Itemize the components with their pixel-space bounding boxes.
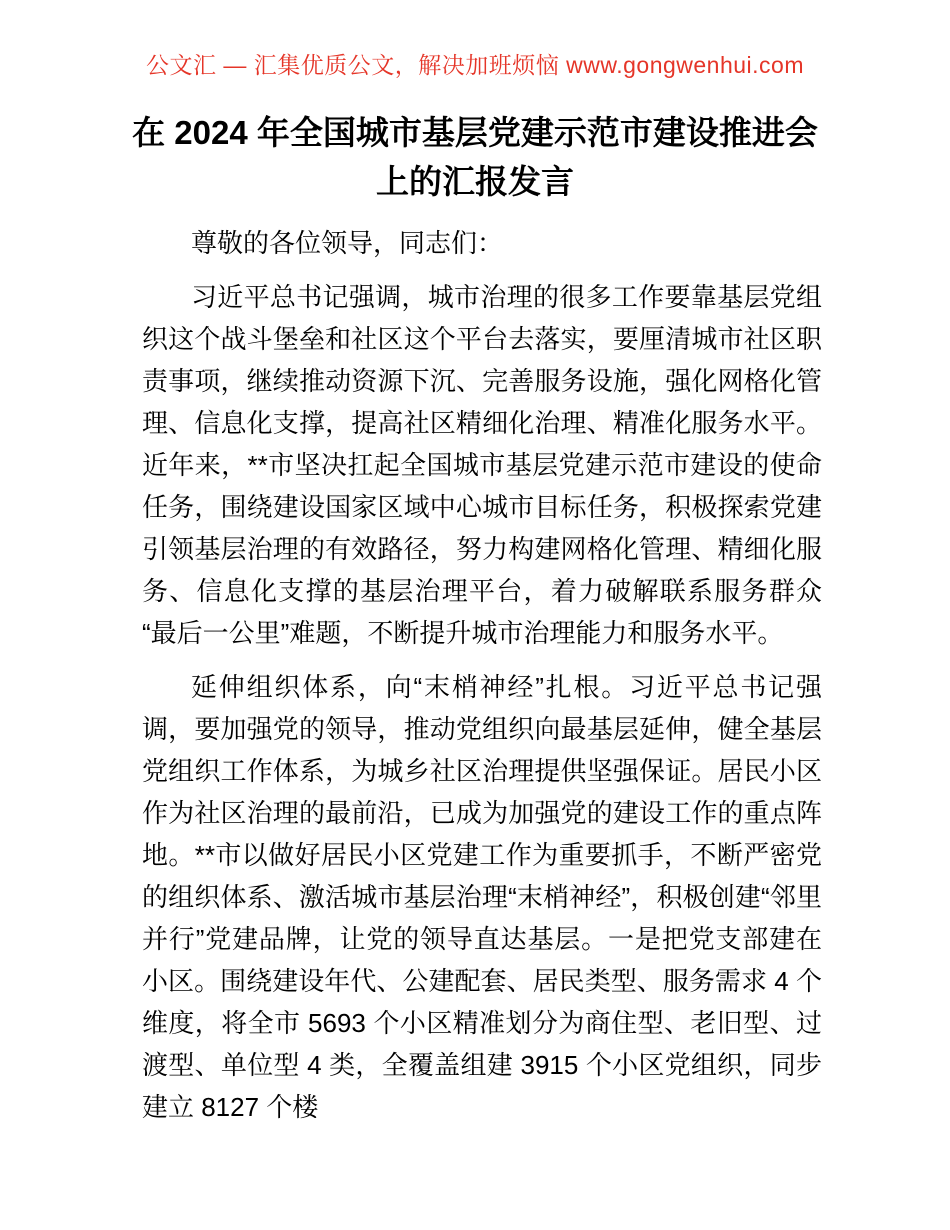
site-banner [0, 0, 950, 80]
document-title-line-2: 上的汇报发言 [376, 163, 574, 200]
document-title [0, 108, 950, 206]
document-title-line-1: 在 2024 年全国城市基层党建示范市建设推进会 [132, 114, 818, 151]
body-paragraph-1: 习近平总书记强调，城市治理的很多工作要靠基层党组织这个战斗堡垒和社区这个平台去落实，要厘清城市社区职责事项，继续推动资源下沉、完善服务设施，强化网格化管理、信息化支撑，提高社区精细化治理、精准化服务水平。近年来，**市坚决扛起全国城市基层党建示范市建设的使命任务，围绕建设国家区域中心城市目标任务，积极探索党建引领基层治理的有效路径，努力构建网格化管理、精细化服务、信息化支撑的基层治理平台，着力破解联系服务群众“最后一公里”难题，不断提升城市治理能力和服务水平。 [142, 282, 822, 648]
greeting-line: 尊敬的各位领导，同志们： [191, 228, 504, 258]
site-banner-text: 公文汇 — 汇集优质公文，解决加班烦恼 www.gongwenhui.com [145, 52, 804, 78]
body-paragraph-2: 延伸组织体系，向“末梢神经”扎根。习近平总书记强调，要加强党的领导，推动党组织向最基层延伸，健全基层党组织工作体系，为城乡社区治理提供坚强保证。居民小区作为社区治理的最前沿，已成为加强党的建设工作的重点阵地。**市以做好居民小区党建工作为重要抓手，不断严密党的组织体系、激活城市基层治理“末梢神经”，积极创建“邻里并行”党建品牌，让党的领导直达基层。一是把党支部建在小区。围绕建设年代、公建配套、居民类型、服务需求 4 个维度，将全市 5693 个小区精准划分为商住型、老旧型、过渡型、单位型 4 类，全覆盖组建 3915 个小区党组织，同步建立 8127 个楼 [142, 672, 822, 1122]
document-body [0, 222, 950, 1128]
